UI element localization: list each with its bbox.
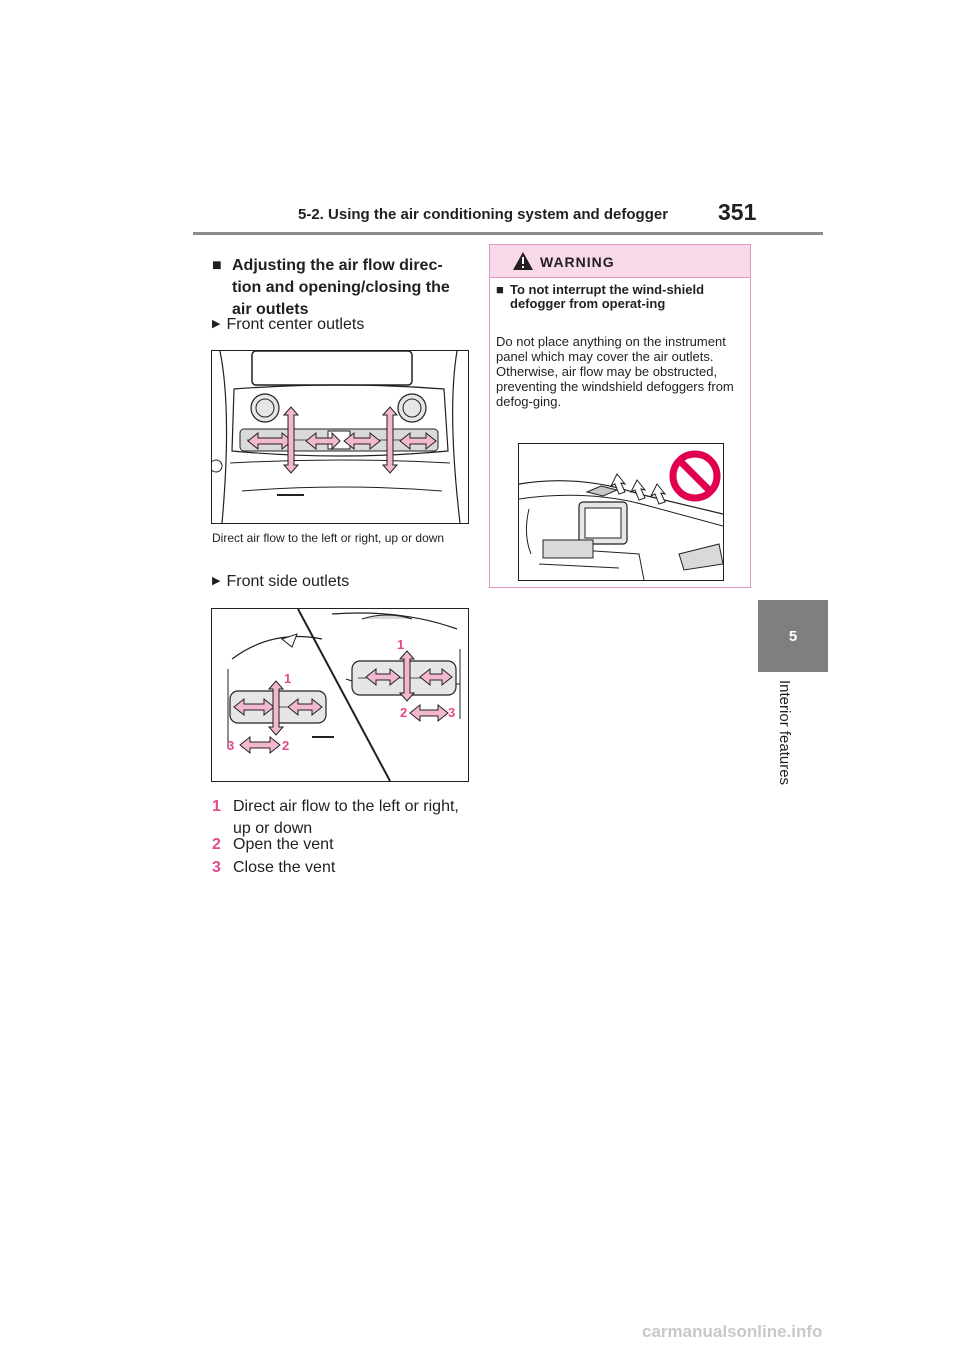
section-heading-text: Adjusting the air flow direc-tion and opening/closing the air outlets: [232, 257, 450, 318]
warning-body: Do not place anything on the instrument panel which may cover the air outlets. Otherwise, air flow may be obstructed, preventing the windshield defoggers from defog-ging.: [496, 334, 734, 409]
step-number: 2: [212, 836, 221, 853]
step-number: 3: [212, 859, 221, 876]
warning-title: WARNING: [540, 254, 615, 270]
callout-label: 1: [397, 637, 405, 652]
front-side-outlets-figure: [211, 608, 469, 782]
page-number: 351: [718, 199, 757, 225]
header-title: 5-2. Using the air conditioning system and defogger: [298, 206, 669, 223]
subhead-front-side-label: Front side outlets: [226, 573, 350, 590]
warning-triangle-icon: [512, 251, 534, 271]
callout-label: 3: [227, 738, 235, 753]
triangle-bullet-icon: ▶: [212, 575, 221, 587]
step-text: Direct air flow to the left or right, up or down: [233, 798, 459, 837]
warning-figure: [518, 443, 724, 581]
warning-header: [490, 245, 750, 278]
section-heading: [212, 255, 462, 321]
center-vents-illustration: [212, 351, 468, 523]
warning-subheading: [496, 283, 741, 311]
subhead-front-side: [212, 573, 349, 591]
side-vents-illustration: [212, 609, 468, 781]
chapter-tab: [758, 600, 828, 672]
callout-label: 2: [400, 705, 408, 720]
front-center-caption: Direct air flow to the left or right, up or down: [212, 531, 445, 545]
header-rule: [193, 232, 823, 235]
step-3: [212, 857, 472, 879]
chapter-label: Interior features: [776, 680, 793, 786]
front-center-outlets-figure: [211, 350, 469, 524]
chapter-number: 5: [788, 628, 798, 645]
warning-subheading-text: To not interrupt the wind-shield defogger from operat-ing: [510, 282, 705, 311]
callout-label: 1: [284, 671, 292, 686]
square-bullet-icon: ■: [212, 257, 222, 274]
step-text: Close the vent: [233, 859, 336, 876]
step-2: [212, 834, 472, 856]
square-bullet-icon: ■: [496, 282, 504, 297]
subhead-front-center: [212, 316, 364, 334]
callout-label: 3: [448, 705, 456, 720]
step-number: 1: [212, 798, 221, 815]
subhead-front-center-label: Front center outlets: [226, 316, 365, 333]
warning-box: [489, 244, 751, 588]
triangle-bullet-icon: ▶: [212, 318, 221, 330]
watermark: carmanualsonline.info: [642, 1322, 823, 1341]
dashboard-prohibit-illustration: [519, 444, 723, 580]
callout-label: 2: [282, 738, 290, 753]
step-text: Open the vent: [233, 836, 334, 853]
